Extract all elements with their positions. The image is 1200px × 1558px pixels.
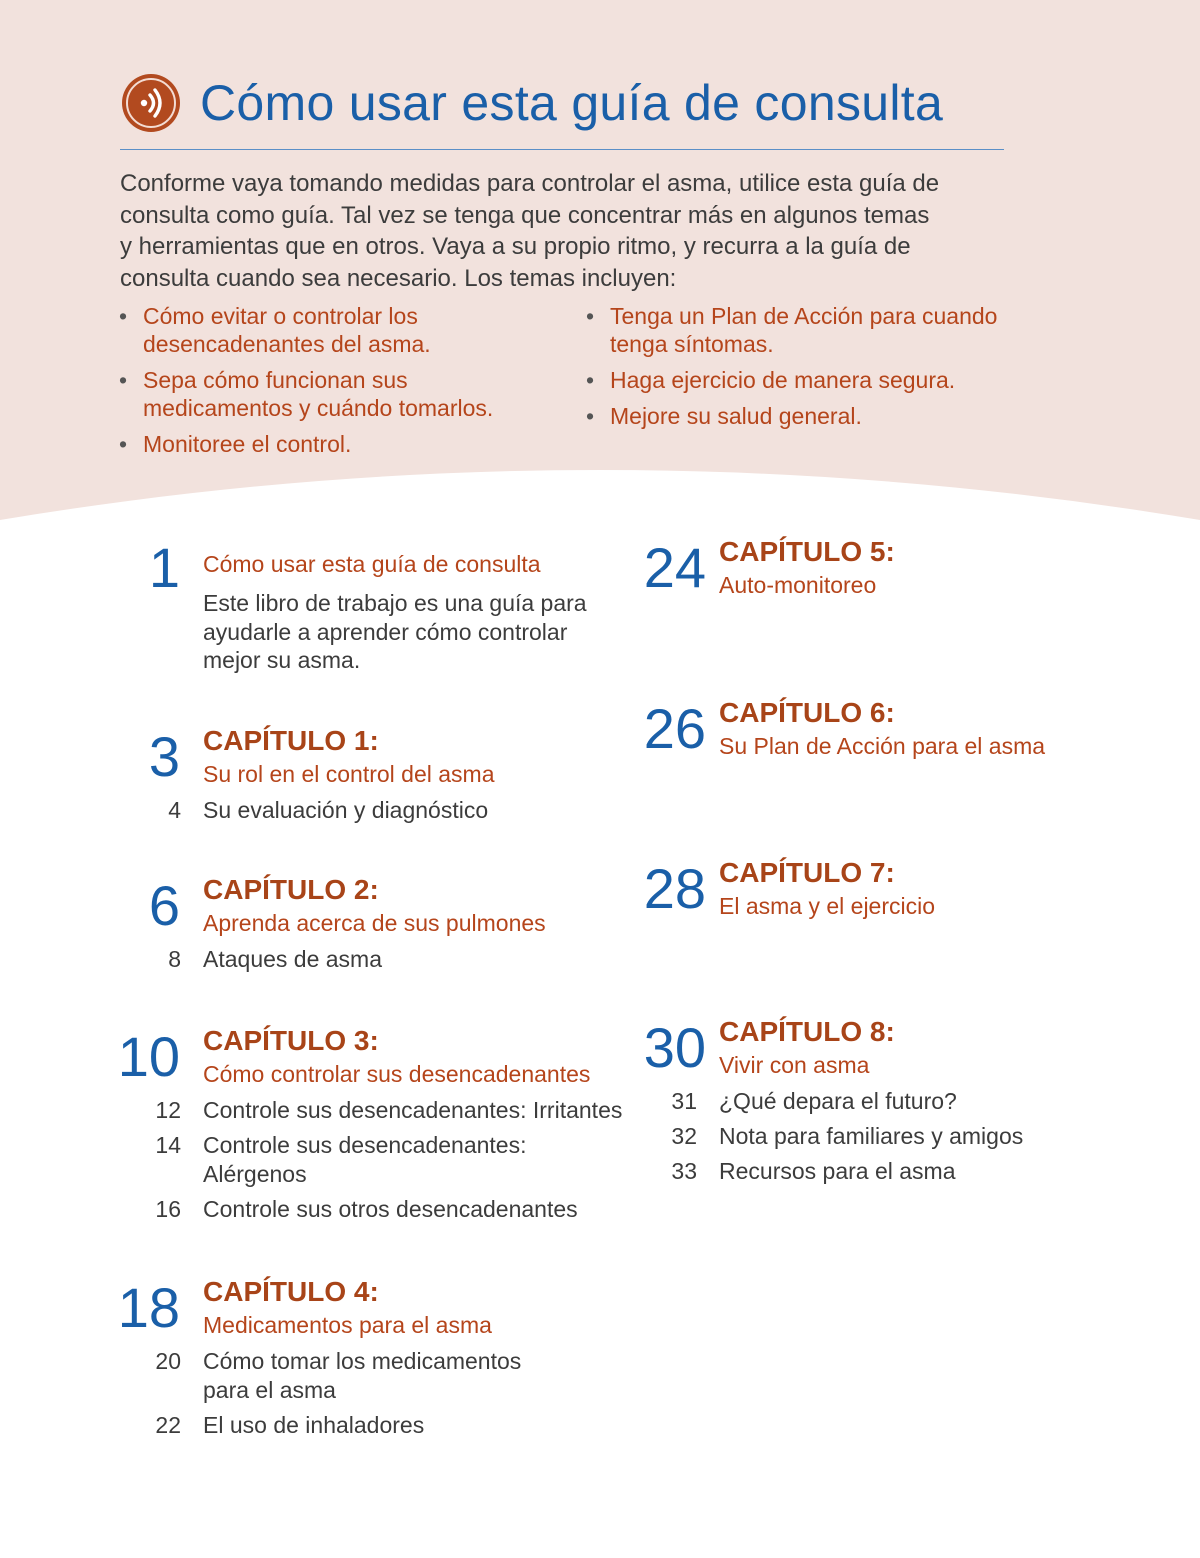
subsection-title xyxy=(719,1087,957,1116)
subsection-title xyxy=(719,1122,1023,1151)
intro-line: y herramientas que en otros. Vaya a su propio ritmo, y recurra a la guía de xyxy=(120,233,911,260)
topics-list-right xyxy=(586,302,997,438)
topic-line: Sepa cómo funcionan sus xyxy=(143,367,408,393)
description-line: mejor su asma. xyxy=(203,647,361,673)
subsection-title xyxy=(203,1411,424,1440)
chapter-page-number: 30 xyxy=(643,1016,706,1079)
chapter-label: CAPÍTULO 1: xyxy=(203,725,379,756)
chapter-label: CAPÍTULO 4: xyxy=(203,1276,379,1307)
subsection-line: ¿Qué depara el futuro? xyxy=(719,1088,957,1114)
sound-waves-icon xyxy=(120,72,182,134)
subsection-title xyxy=(203,945,382,974)
topic-item xyxy=(119,302,493,358)
header-title-row xyxy=(120,70,943,136)
subsection-page-number: 20 xyxy=(155,1348,181,1374)
topics-list-left xyxy=(119,302,493,466)
chapter-page-number: 24 xyxy=(643,536,706,599)
chapter-title: Vivir con asma xyxy=(719,1052,870,1078)
subsection-page-number: 8 xyxy=(168,946,181,972)
topic-line: Tenga un Plan de Acción para cuando xyxy=(610,303,998,329)
topic-line: Haga ejercicio de manera segura. xyxy=(610,367,956,393)
bullet-icon: • xyxy=(586,303,595,329)
chapter-page-number: 18 xyxy=(117,1276,180,1339)
chapter-page-number: 6 xyxy=(148,874,180,937)
subsection-title xyxy=(203,1347,521,1405)
subsection-line: Recursos para el asma xyxy=(719,1158,956,1184)
toc-page-number: 1 xyxy=(148,536,180,599)
subsection-page-number: 22 xyxy=(155,1412,181,1438)
bullet-icon: • xyxy=(586,367,595,393)
subsection-line: para el asma xyxy=(203,1377,336,1403)
topic-text xyxy=(610,302,997,358)
subsection-page-number: 32 xyxy=(671,1123,697,1149)
subsection-title xyxy=(203,1096,622,1125)
topic-text xyxy=(143,302,493,358)
topic-item xyxy=(586,402,997,430)
chapter-label: CAPÍTULO 6: xyxy=(719,697,895,728)
chapter-page-number: 26 xyxy=(643,697,706,760)
intro-line: consulta cuando sea necesario. Los temas incluyen: xyxy=(120,264,677,292)
subsection-page-number: 12 xyxy=(155,1097,181,1123)
bullet-icon: • xyxy=(586,403,595,429)
description-line: ayudarle a aprender cómo controlar xyxy=(203,618,568,645)
subsection-line: Ataques de asma xyxy=(203,946,383,972)
toc-entry-title: Cómo usar esta guía de consulta xyxy=(203,551,541,577)
topic-line: desencadenantes del asma. xyxy=(143,331,431,357)
subsection-line: Alérgenos xyxy=(203,1161,307,1187)
page-title: Cómo usar esta guía de consulta xyxy=(200,75,944,131)
intro-line: consulta como guía. Tal vez se tenga que concentrar más en algunos temas xyxy=(120,201,930,229)
topic-line: Mejore su salud general. xyxy=(610,403,862,429)
chapter-label: CAPÍTULO 3: xyxy=(203,1025,379,1056)
subsection-line: El uso de inhaladores xyxy=(203,1412,425,1438)
subsection-page-number: 33 xyxy=(671,1158,697,1184)
topic-text xyxy=(143,430,493,458)
bullet-icon: • xyxy=(119,431,128,457)
subsection-line: Controle sus otros desencadenantes xyxy=(203,1196,578,1222)
chapter-title: Auto-monitoreo xyxy=(719,572,877,598)
topic-item xyxy=(119,366,493,422)
subsection-title xyxy=(203,796,488,825)
subsection-page-number: 16 xyxy=(155,1196,181,1222)
subsection-line: Nota para familiares y amigos xyxy=(719,1123,1024,1149)
subsection-title xyxy=(203,1195,578,1224)
intro-line: Conforme vaya tomando medidas para controlar el asma, utilice esta guía de xyxy=(120,170,940,197)
topic-item xyxy=(119,430,493,458)
chapter-title: El asma y el ejercicio xyxy=(719,893,936,919)
subsection-title xyxy=(719,1157,956,1186)
description-line: Este libro de trabajo es una guía para xyxy=(203,590,587,616)
topic-line: Cómo evitar o controlar los xyxy=(143,303,418,329)
chapter-label: CAPÍTULO 7: xyxy=(719,857,895,888)
chapter-title: Su rol en el control del asma xyxy=(203,761,495,787)
subsection-page-number: 31 xyxy=(671,1088,697,1114)
chapter-title: Aprenda acerca de sus pulmones xyxy=(203,910,546,936)
topic-item xyxy=(586,366,997,394)
topic-text xyxy=(610,402,997,430)
intro-paragraph xyxy=(120,168,1000,294)
bullet-icon: • xyxy=(119,367,128,393)
chapter-label: CAPÍTULO 5: xyxy=(719,536,895,567)
topic-text xyxy=(610,366,997,394)
subsection-title xyxy=(203,1131,527,1189)
title-divider xyxy=(120,149,1004,150)
chapter-title: Su Plan de Acción para el asma xyxy=(719,733,1046,759)
chapter-label: CAPÍTULO 8: xyxy=(719,1016,895,1047)
chapter-title: Cómo controlar sus desencadenantes xyxy=(203,1061,591,1087)
subsection-line: Controle sus desencadenantes: Irritantes xyxy=(203,1097,623,1123)
subsection-line: Su evaluación y diagnóstico xyxy=(203,797,489,823)
subsection-page-number: 14 xyxy=(155,1132,181,1158)
subsection-page-number: 4 xyxy=(168,797,181,823)
chapter-title: Medicamentos para el asma xyxy=(203,1312,492,1338)
subsection-line: Controle sus desencadenantes: xyxy=(203,1132,527,1158)
toc-entry-description xyxy=(203,589,587,675)
topic-item xyxy=(586,302,997,358)
chapter-page-number: 3 xyxy=(148,725,180,788)
topic-line: tenga síntomas. xyxy=(610,331,774,357)
subsection-line: Cómo tomar los medicamentos xyxy=(203,1348,522,1374)
topic-text xyxy=(143,366,493,422)
topic-line: Monitoree el control. xyxy=(143,431,352,457)
chapter-page-number: 10 xyxy=(117,1025,180,1088)
topic-line: medicamentos y cuándo tomarlos. xyxy=(143,395,494,421)
bullet-icon: • xyxy=(119,303,128,329)
chapter-page-number: 28 xyxy=(643,857,706,920)
chapter-label: CAPÍTULO 2: xyxy=(203,874,379,905)
